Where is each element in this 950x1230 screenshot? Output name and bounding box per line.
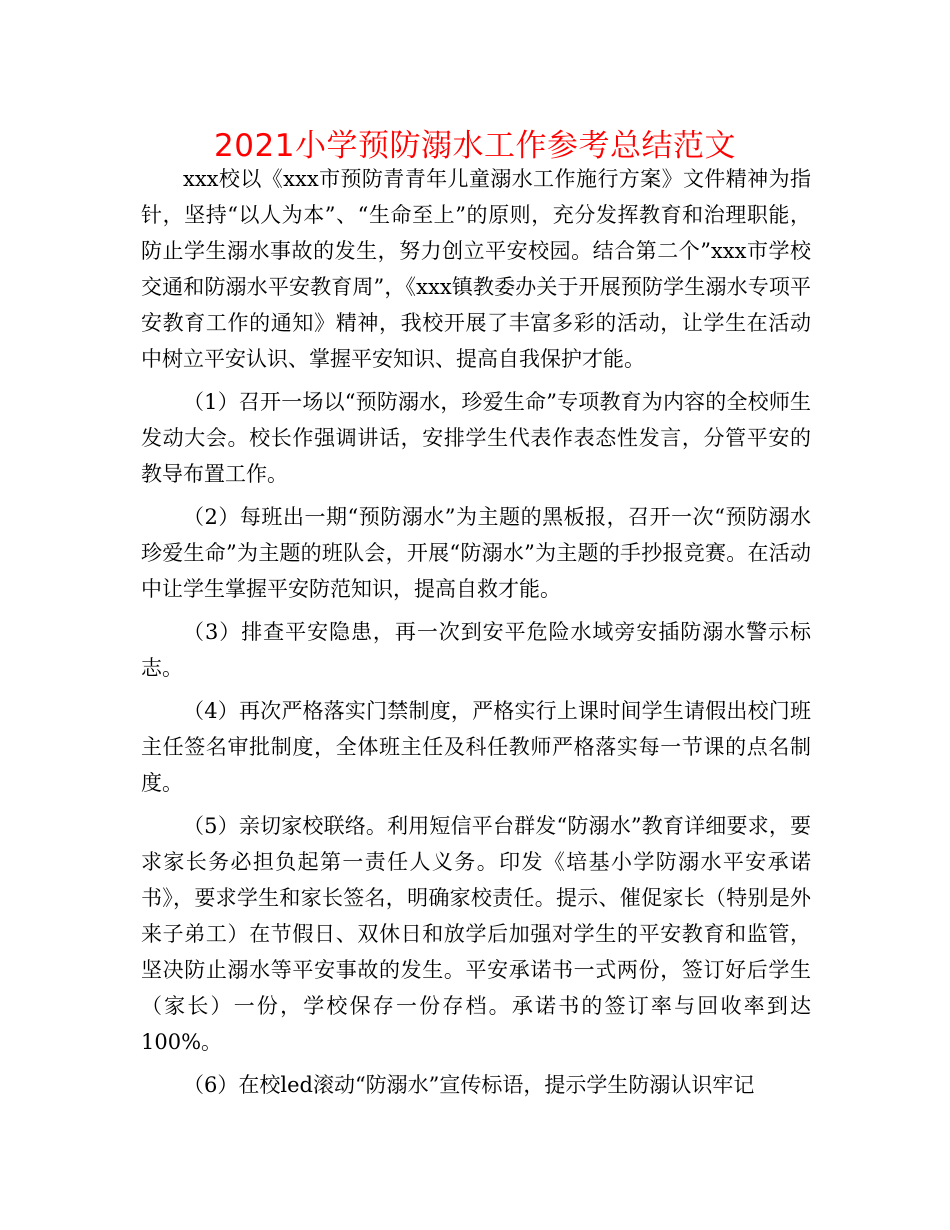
paragraph-item-4: （4）再次严格落实门禁制度，严格实行上课时间学生请假出校门班主任签名审批制度，全体班主任及科任教师严格落实每一节课的点名制度。 [141, 699, 811, 795]
document-title: 2021小学预防溺水工作参考总结范文 [214, 128, 736, 164]
intro-paragraph: xxx校以《xxx市预防青青年儿童溺水工作施行方案》文件精神为指针，坚持“以人为本”、“生命至上”的原则，充分发挥教育和治理职能，防止学生溺水事故的发生，努力创立平安校园。结合第二个”xxx市学校交通和防溺水平安教育周”，《xxx镇教委办关于开展预防学生溺水专项平安教育工作的通知》精神，我校开展了丰富多彩的活动，让学生在活动中树立平安认识、掌握平安知识、提高自我保护才能。 [141, 167, 811, 371]
paragraph-item-6: （6）在校led滚动“防溺水”宣传标语，提示学生防溺认识牢记 [183, 1073, 755, 1097]
document-body [141, 161, 811, 1110]
paragraph-item-1: （1）召开一场以“预防溺水，珍爱生命”专项教育为内容的全校师生发动大会。校长作强调讲话，安排学生代表作表态性发言，分管平安的教导布置工作。 [141, 390, 811, 486]
paragraph-item-2: （2）每班出一期“预防溺水”为主题的黑板报，召开一次“预防溺水珍爱生命”为主题的班队会，开展“防溺水”为主题的手抄报竞赛。在活动中让学生掌握平安防范知识，提高自救才能。 [141, 505, 811, 601]
paragraph-item-3: （3）排查平安隐患，再一次到安平危险水域旁安插防溺水警示标志。 [141, 620, 811, 680]
paragraph-item-5: （5）亲切家校联络。利用短信平台群发“防溺水”教育详细要求，要求家长务必担负起第一责任人义务。印发《培基小学防溺水平安承诺书》，要求学生和家长签名，明确家校责任。提示、催促家长（特别是外来子弟工）在节假日、双休日和放学后加强对学生的平安教育和监管，坚决防止溺水等平安事故的发生。平安承诺书一式两份，签订好后学生（家长）一份，学校保存一份存档。承诺书的签订率与回收率到达100%。 [141, 814, 811, 1054]
